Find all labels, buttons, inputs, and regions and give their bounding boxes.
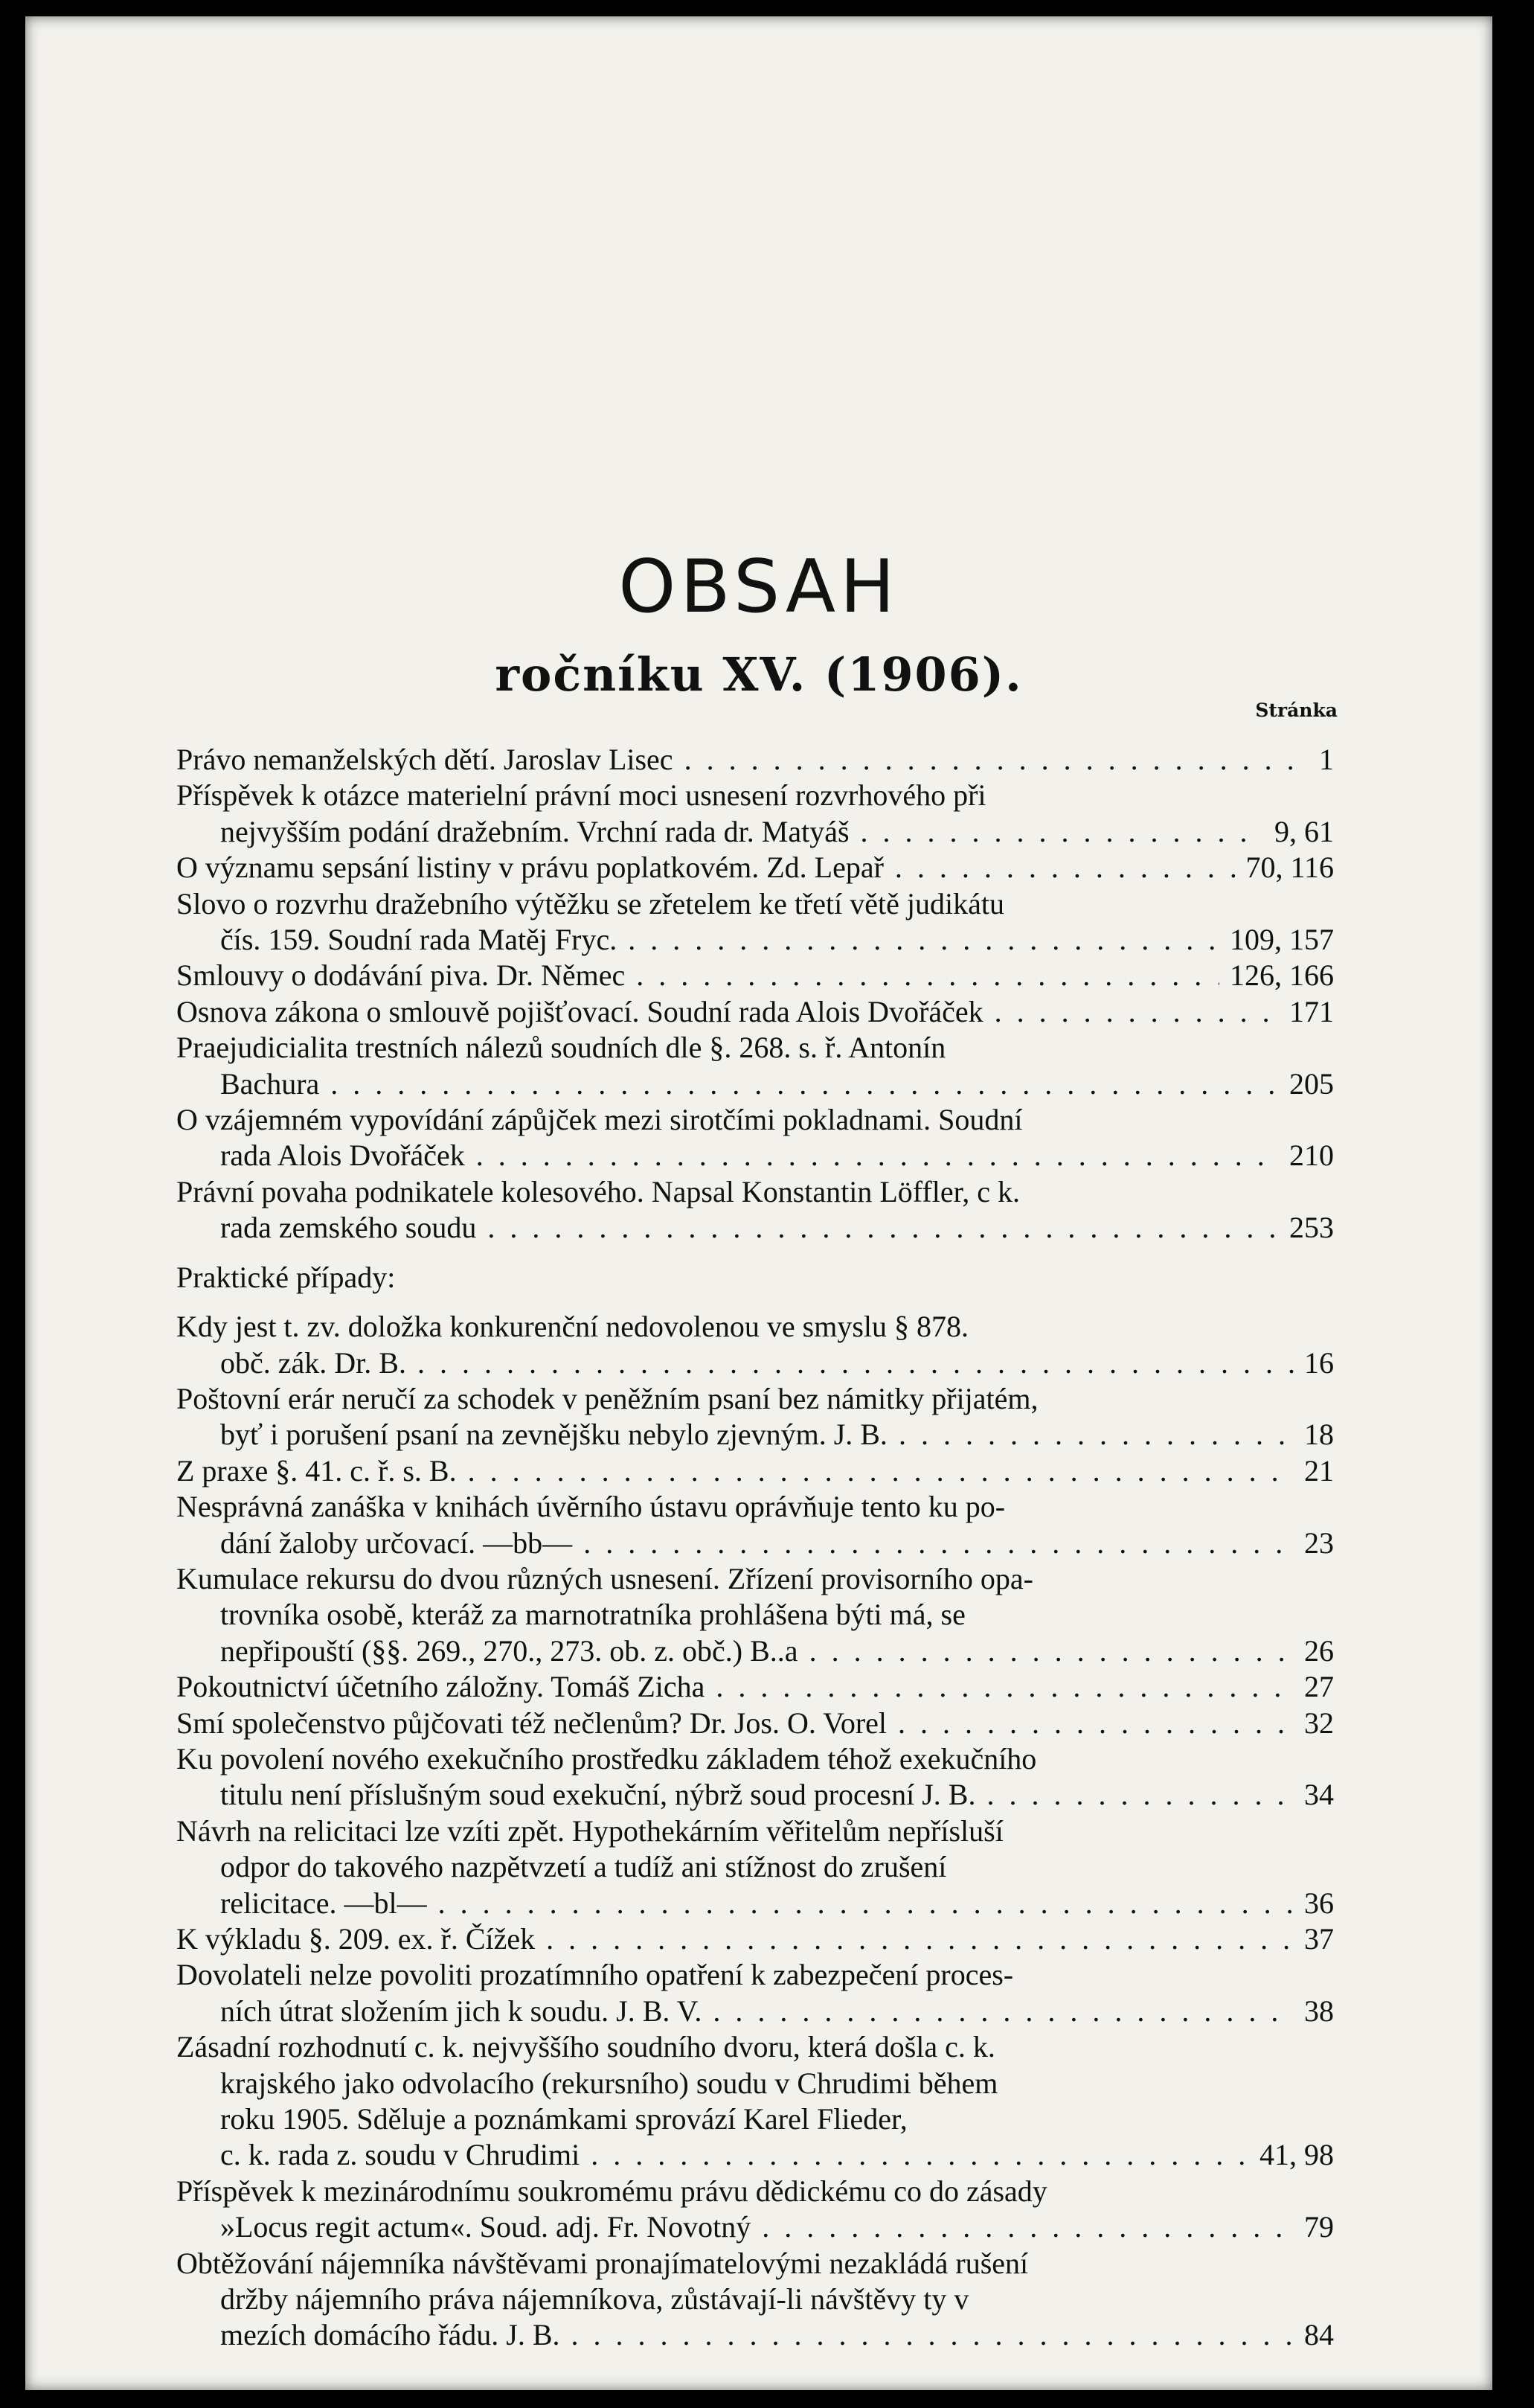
toc-entry-line	[176, 1741, 1334, 1777]
toc-entry-line	[176, 1381, 1334, 1417]
toc-entry-line	[176, 814, 1334, 850]
articles-list	[176, 742, 1334, 1246]
toc-entry-line	[176, 994, 1334, 1030]
toc-page-number: 171	[1289, 994, 1334, 1028]
toc-entry	[176, 2246, 1334, 2354]
toc-page-number: 23	[1304, 1525, 1334, 1560]
toc-entry	[176, 1561, 1334, 1669]
toc-page-number: 205	[1289, 1066, 1334, 1101]
toc-page-number: 36	[1304, 1886, 1334, 1920]
toc-entry-text: trovníka osobě, kteráž za marnotratníka prohlášena býti má, se	[220, 1598, 966, 1632]
toc-entry	[176, 1813, 1334, 1921]
toc-entry-line	[176, 1669, 1334, 1705]
toc-entry-line	[176, 2066, 1334, 2101]
toc-page-number: 9, 61	[1274, 814, 1334, 848]
toc-entry	[176, 1102, 1334, 1174]
toc-entry-line	[176, 1174, 1334, 1210]
toc-entry-text: byť i porušení psaní na zevnějšku nebylo zjevným. J. B. . . .	[220, 1417, 1294, 1453]
toc-entry-text: Praejudicialita trestních nálezů soudních dle §. 268. s. ř. Antonín	[176, 1031, 946, 1065]
toc-page-number: 38	[1304, 1994, 1334, 2028]
toc-entry-line	[176, 2101, 1334, 2137]
toc-entry	[176, 1381, 1334, 1453]
toc-entry	[176, 1030, 1334, 1102]
toc-page-number: 26	[1304, 1633, 1334, 1668]
toc-entry-text: Obtěžování nájemníka návštěvami pronajímatelovými nezakládá rušení	[176, 2246, 1029, 2280]
toc-entry-text: rada zemského soudu . . .	[220, 1210, 1279, 1246]
toc-entry-line	[176, 886, 1334, 922]
toc-entry-line	[176, 1030, 1334, 1066]
toc-entry-text: Kdy jest t. zv. doložka konkurenční nedovolenou ve smyslu § 878.	[176, 1310, 969, 1344]
toc-entry-text: Smí společenstvo půjčovati též nečlenům? Dr. Jos. O. Vorel . . .	[176, 1706, 1294, 1741]
toc-entry-line	[176, 1489, 1334, 1525]
toc-entry-text: Zásadní rozhodnutí c. k. nejvyššího soudního dvoru, která došla c. k.	[176, 2030, 995, 2064]
toc-page-number: 34	[1304, 1778, 1334, 1812]
toc-entry-text: dání žaloby určovací. —bb— . . .	[220, 1525, 1294, 1561]
toc-entry-line	[176, 1921, 1334, 1957]
toc-entry-line	[176, 1957, 1334, 1993]
table-of-contents	[176, 742, 1334, 2354]
toc-page-number: 126, 166	[1230, 958, 1334, 993]
toc-page-number: 210	[1289, 1139, 1334, 1173]
toc-entry-line	[176, 1777, 1334, 1813]
toc-entry-line	[176, 1309, 1334, 1345]
toc-entry-text: c. k. rada z. soudu v Chrudimi . . .	[220, 2137, 1249, 2173]
toc-entry	[176, 778, 1334, 850]
toc-entry-text: Osnova zákona o smlouvě pojišťovací. Soudní rada Alois Dvořáček . . .	[176, 994, 1279, 1030]
toc-entry	[176, 2174, 1334, 2246]
toc-entry-text: rada Alois Dvořáček . . .	[220, 1138, 1279, 1173]
toc-entry-text: O vzájemném vypovídání zápůjček mezi sirotčími pokladnami. Soudní	[176, 1103, 1023, 1137]
toc-entry-text: krajského jako odvolacího (rekursního) soudu v Chrudimi během	[220, 2066, 998, 2100]
toc-entry-text: Právo nemanželských dětí. Jaroslav Lisec . . .	[176, 742, 1294, 778]
toc-entry-line	[176, 778, 1334, 813]
toc-page-number: 41, 98	[1259, 2138, 1334, 2172]
toc-page-number: 1	[1319, 743, 1334, 776]
toc-page-number: 37	[1304, 1922, 1334, 1956]
toc-entry-line	[176, 1138, 1334, 1173]
toc-entry	[176, 1489, 1334, 1561]
toc-entry-line	[176, 742, 1334, 778]
toc-page-number: 21	[1304, 1453, 1334, 1488]
toc-entry	[176, 1921, 1334, 1957]
page-title: OBSAH	[618, 545, 899, 630]
toc-entry-text: Příspěvek k otázce materielní právní moci usnesení rozvrhového při	[176, 778, 986, 813]
toc-entry-text: K výkladu §. 209. ex. ř. Čížek . . .	[176, 1921, 1294, 1957]
toc-entry-text: obč. zák. Dr. B. . . .	[220, 1345, 1294, 1381]
toc-entry	[176, 1669, 1334, 1705]
toc-entry-text: odpor do takového nazpětvzetí a tudíž ani stížnost do zrušení	[220, 1850, 947, 1884]
toc-page-number: 16	[1304, 1345, 1334, 1380]
toc-entry-line	[176, 1453, 1334, 1489]
toc-entry-line	[176, 1066, 1334, 1102]
toc-entry-line	[176, 2137, 1334, 2173]
toc-entry-line	[176, 1525, 1334, 1561]
toc-entry-text: čís. 159. Soudní rada Matěj Fryc. . . .	[220, 922, 1219, 958]
toc-entry	[176, 1741, 1334, 1813]
toc-entry-text: Bachura . . .	[220, 1066, 1279, 1102]
toc-entry-line	[176, 1210, 1334, 1246]
toc-entry-line	[176, 1813, 1334, 1849]
toc-entry-text: Kumulace rekursu do dvou různých usnesení. Zřízení provisorního opa-	[176, 1561, 1033, 1595]
toc-entry-line	[176, 1417, 1334, 1453]
toc-entry-line	[176, 1345, 1334, 1381]
toc-entry-line	[176, 1994, 1334, 2029]
toc-entry-text: Právní povaha podnikatele kolesového. Napsal Konstantin Löffler, c k.	[176, 1174, 1021, 1208]
toc-entry-line	[176, 850, 1334, 886]
toc-page-number: 32	[1304, 1706, 1334, 1740]
toc-entry	[176, 1706, 1334, 1741]
toc-entry-text: mezích domácího řádu. J. B. . . .	[220, 2317, 1294, 2353]
toc-entry-text: Příspěvek k mezinárodnímu soukromému právu dědickému co do zásady	[176, 2174, 1047, 2208]
toc-entry-text: Pokoutnictví účetního záložny. Tomáš Zicha . . .	[176, 1669, 1294, 1705]
toc-entry	[176, 742, 1334, 778]
toc-page-number: 18	[1304, 1418, 1334, 1452]
toc-entry-text: Slovo o rozvrhu dražebního výtěžku se zřetelem ke třetí větě judikátu	[176, 886, 1004, 920]
toc-entry-text: Smlouvy o dodávání piva. Dr. Němec . . .	[176, 958, 1219, 993]
toc-entry-line	[176, 1102, 1334, 1138]
toc-entry-line	[176, 1597, 1334, 1633]
toc-entry-text: nejvyšším podání dražebním. Vrchní rada dr. Matyáš . . .	[220, 814, 1264, 850]
toc-entry-text: relicitace. —bl— . . .	[220, 1886, 1294, 1921]
toc-page-number: 253	[1289, 1211, 1334, 1245]
toc-entry-text: Z praxe §. 41. c. ř. s. B. . . .	[176, 1453, 1294, 1489]
practical-cases-list	[176, 1309, 1334, 2354]
toc-entry-line	[176, 1706, 1334, 1741]
toc-entry-line	[176, 922, 1334, 958]
toc-entry-text: Poštovní erár neručí za schodek v peněžním psaní bez námitky přijatém,	[176, 1381, 1039, 1415]
toc-entry-text: Nesprávná zanáška v knihách úvěrního ústavu oprávňuje tento ku po-	[176, 1490, 1006, 1524]
toc-entry-line	[176, 2281, 1334, 2317]
section-heading: Praktické případy:	[176, 1260, 396, 1294]
toc-entry-text: Návrh na relicitaci lze vzíti zpět. Hypothekárním věřitelům nepřísluší	[176, 1813, 1004, 1848]
toc-entry-line	[176, 2246, 1334, 2281]
toc-entry	[176, 2029, 1334, 2174]
toc-entry-line	[176, 2317, 1334, 2353]
toc-entry-line	[176, 1886, 1334, 1921]
toc-entry	[176, 1174, 1334, 1246]
volume-subtitle: ročníku XV. (1906).	[495, 647, 1023, 702]
toc-entry	[176, 1957, 1334, 2029]
toc-entry-line	[176, 1633, 1334, 1669]
toc-entry-text: ních útrat složením jich k soudu. J. B. V. . . .	[220, 1994, 1294, 2029]
toc-page-number: 109, 157	[1230, 923, 1334, 957]
toc-entry	[176, 850, 1334, 886]
toc-page-number: 79	[1304, 2210, 1334, 2244]
toc-entry-line	[176, 1561, 1334, 1597]
toc-entry-text: O významu sepsání listiny v právu poplatkovém. Zd. Lepař . . .	[176, 850, 1235, 886]
toc-page-number: 27	[1304, 1670, 1334, 1704]
toc-entry	[176, 958, 1334, 993]
toc-entry-text: »Locus regit actum«. Soud. adj. Fr. Novotný . . .	[220, 2209, 1294, 2245]
toc-entry	[176, 1309, 1334, 1381]
toc-entry-line	[176, 2174, 1334, 2209]
toc-page-number: 70, 116	[1245, 851, 1334, 885]
toc-entry-text: roku 1905. Sděluje a poznámkami sprovází Karel Flieder,	[220, 2102, 908, 2136]
toc-entry-line	[176, 958, 1334, 993]
toc-entry	[176, 1453, 1334, 1489]
toc-entry-text: Ku povolení nového exekučního prostředku základem téhož exekučního	[176, 1741, 1037, 1775]
toc-entry-text: držby nájemního práva nájemníkova, zůstávají-li návštěvy ty v	[220, 2282, 969, 2316]
toc-entry	[176, 994, 1334, 1030]
toc-entry-text: Dovolateli nelze povoliti prozatímního opatření k zabezpečení proces-	[176, 1958, 1014, 1992]
toc-entry-line	[176, 1849, 1334, 1885]
page-column-label: Stránka	[1255, 699, 1338, 721]
document-page	[25, 16, 1492, 2390]
toc-entry-text: nepřipouští (§§. 269., 270., 273. ob. z. obč.) B..a . . .	[220, 1633, 1294, 1669]
toc-page-number: 84	[1304, 2318, 1334, 2352]
toc-entry-line	[176, 2209, 1334, 2245]
toc-entry	[176, 886, 1334, 958]
toc-entry-line	[176, 2029, 1334, 2065]
toc-entry-text: titulu není příslušným soud exekuční, nýbrž soud procesní J. B. . . .	[220, 1777, 1294, 1813]
